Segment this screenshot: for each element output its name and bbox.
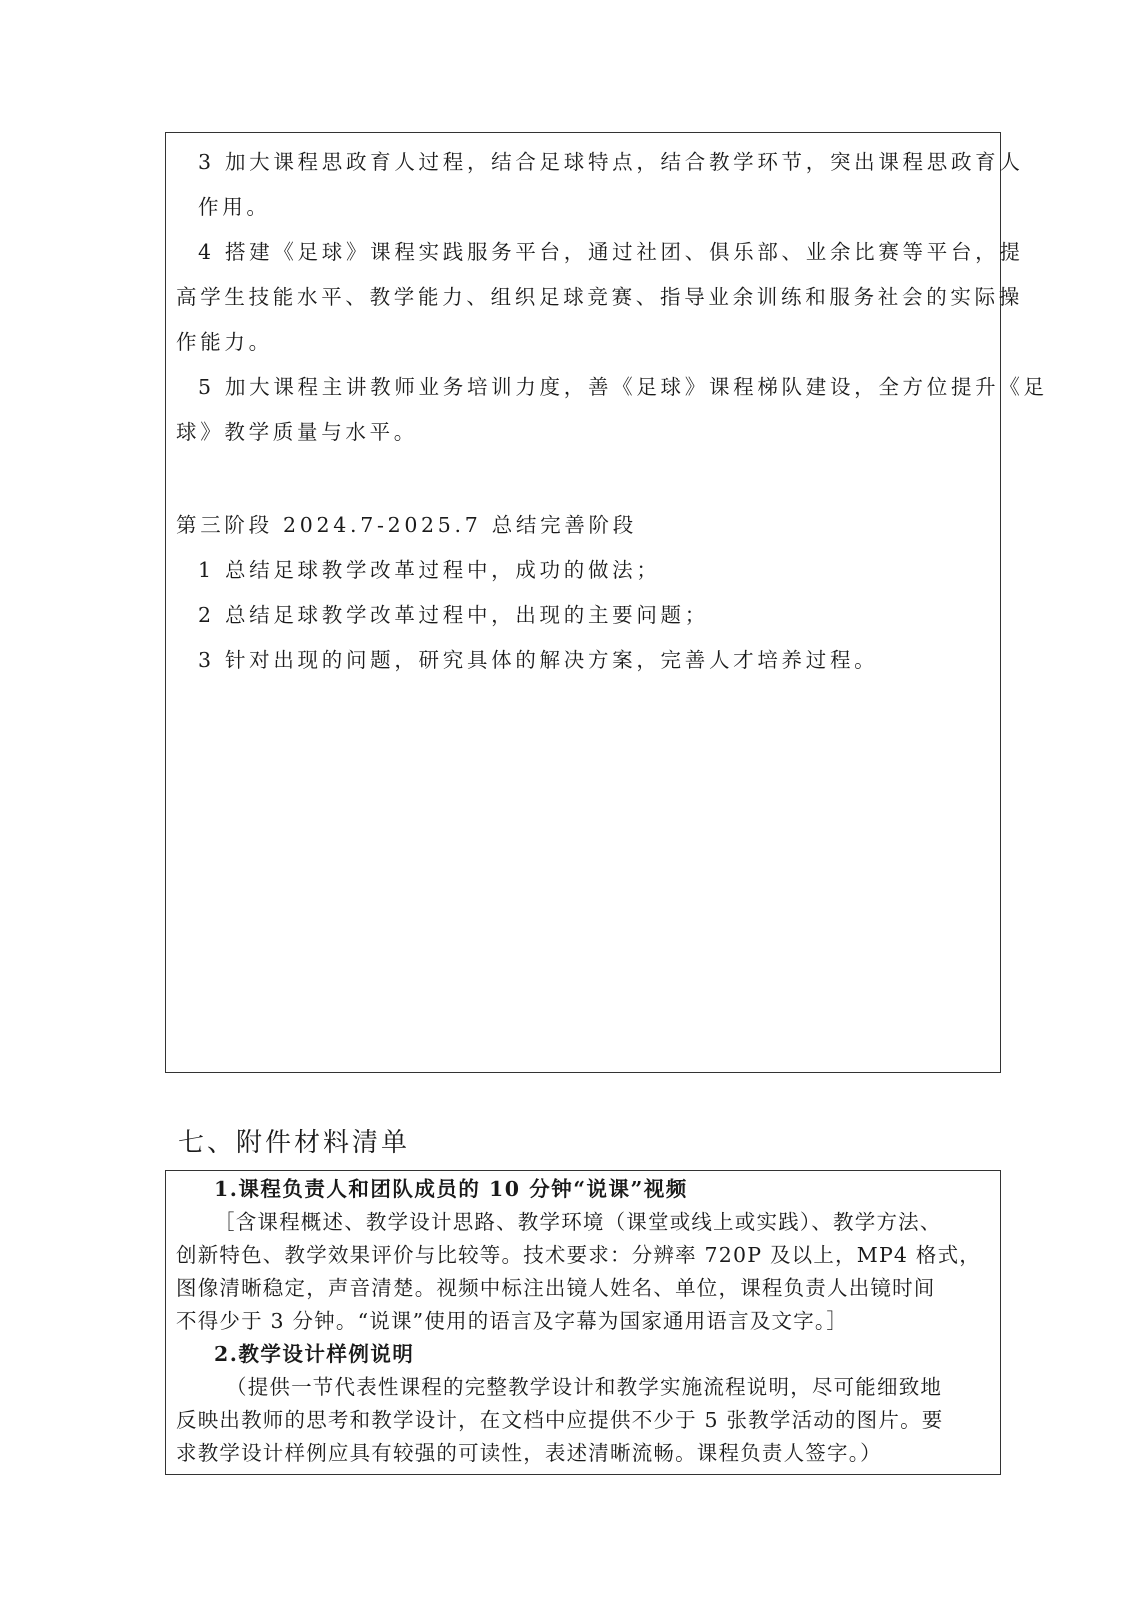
plan-line: 高学生技能水平、教学能力、组织足球竞赛、指导业余训练和服务社会的实际操	[176, 285, 1023, 309]
plan-line: 球》教学质量与水平。	[176, 420, 418, 444]
item1-line: 不得少于 3 分钟。“说课”使用的语言及字幕为国家通用语言及文字。］	[176, 1309, 849, 1333]
plan-line: 5 加大课程主讲教师业务培训力度，善《足球》课程梯队建设，全方位提升《足	[198, 375, 1048, 399]
stage-heading: 第三阶段 2024.7-2025.7 总结完善阶段	[176, 513, 637, 537]
item1-line: ［含课程概述、教学设计思路、教学环境（课堂或线上或实践）、教学方法、	[214, 1210, 942, 1234]
item1-title: 1.课程负责人和团队成员的 10 分钟“说课”视频	[214, 1177, 688, 1201]
item2-line: 求教学设计样例应具有较强的可读性，表述清晰流畅。课程负责人签字。）	[176, 1441, 882, 1465]
item2-line: （提供一节代表性课程的完整教学设计和教学实施流程说明，尽可能细致地	[226, 1375, 943, 1399]
item2-title: 2.教学设计样例说明	[214, 1342, 415, 1366]
plan-line: 4 搭建《足球》课程实践服务平台，通过社团、俱乐部、业余比赛等平台，提	[198, 240, 1024, 264]
plan-box	[165, 132, 1048, 1073]
item1-line: 创新特色、教学效果评价与比较等。技术要求：分辨率 720P 及以上，MP4 格式，	[176, 1243, 981, 1267]
plan-line: 3 加大课程思政育人过程，结合足球特点，结合教学环节，突出课程思政育人	[198, 150, 1024, 174]
plan-line: 作用。	[198, 195, 271, 219]
plan-line: 3 针对出现的问题，研究具体的解决方案，完善人才培养过程。	[198, 648, 879, 672]
plan-line: 1 总结足球教学改革过程中，成功的做法；	[198, 558, 661, 582]
plan-line: 作能力。	[176, 330, 273, 354]
item2-line: 反映出教师的思考和教学设计，在文档中应提供不少于 5 张教学活动的图片。要	[176, 1408, 944, 1432]
section-title: 七、附件材料清单	[178, 1128, 411, 1158]
attachments-box	[165, 1170, 1001, 1475]
item1-line: 图像清晰稳定，声音清楚。视频中标注出镜人姓名、单位，课程负责人出镜时间	[176, 1276, 936, 1300]
plan-line: 2 总结足球教学改革过程中，出现的主要问题；	[198, 603, 709, 627]
